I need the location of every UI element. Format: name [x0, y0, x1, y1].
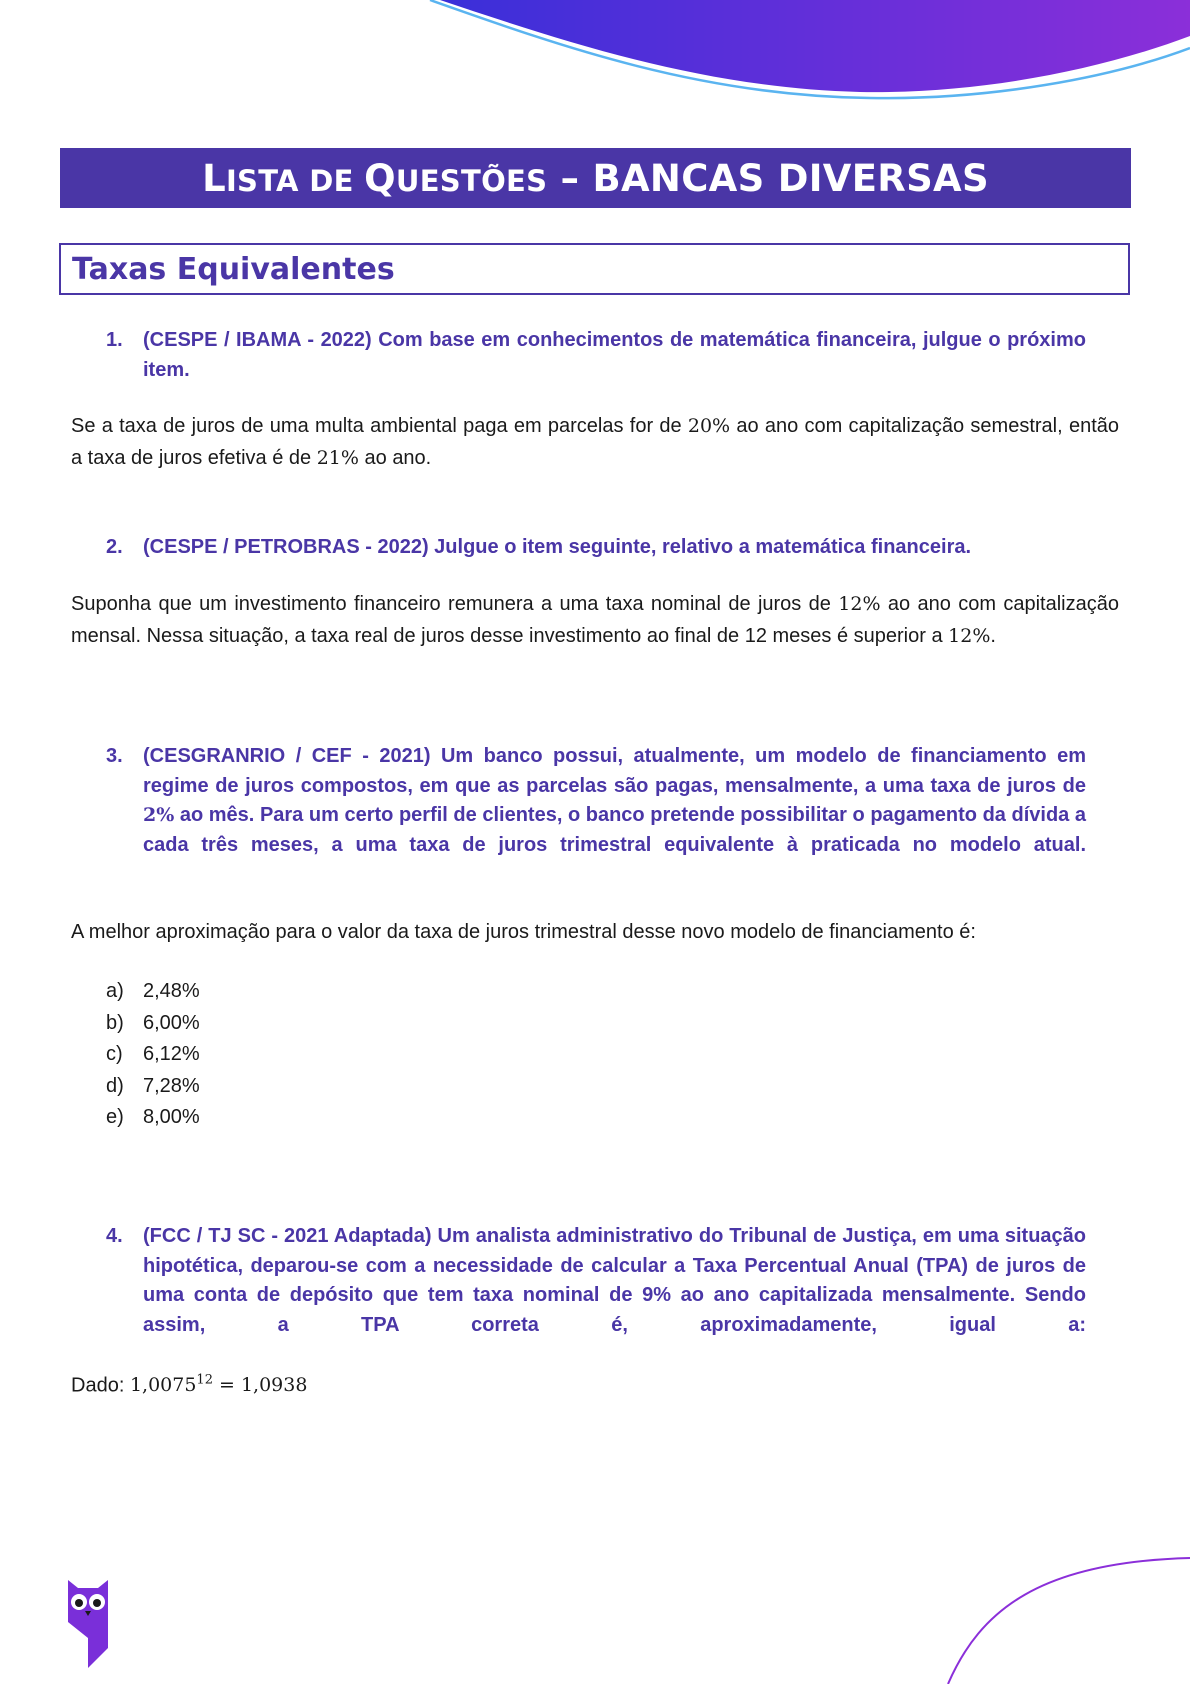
question-number: 1.	[106, 329, 123, 351]
question-4-given: Dado: $1,0075^{12} = 1,0938$	[71, 1373, 308, 1397]
question-text: (CESPE / IBAMA - 2022) Com base em conhecimentos de matemática financeira, julgue o próximo item.	[143, 329, 1086, 381]
question-text: (FCC / TJ SC - 2021 Adaptada) Um analista administrativo do Tribunal de Justiça, em uma situação hipotética, deparou-se com a necessidade de calcular a Taxa Percentual Anual (TPA) de juros de uma conta de depósito que tem taxa nominal de 9% ao ano capitalizada mensalmente. Sendo assim, a TPA correta é, aproximadamente, igual a:	[143, 1225, 1086, 1336]
question-1-body: Se a taxa de juros de uma multa ambiental paga em parcelas for de 20% ao ano com capitalização semestral, então a taxa de juros efetiva é de 21% ao ano.	[71, 415, 1119, 469]
question-text: (CESPE / PETROBRAS - 2022) Julgue o item seguinte, relativo a matemática financeira.	[143, 536, 972, 558]
option-e[interactable]: e) 8,00%	[106, 1106, 200, 1128]
question-2-statement	[106, 533, 1086, 563]
question-number: 4.	[106, 1225, 123, 1247]
page-title: LISTA DE QUESTÕES – BANCAS DIVERSAS	[202, 156, 989, 200]
question-2-body: Suponha que um investimento financeiro remunera a uma taxa nominal de juros de 12% ao ano com capitalização mensal. Nessa situação, a taxa real de juros desse investimento ao final de 12 meses é superior a 12%.	[71, 593, 1119, 647]
footer-curve-decoration	[0, 1520, 1190, 1684]
question-3-statement	[106, 742, 1086, 890]
option-c[interactable]: c) 6,12%	[106, 1043, 200, 1065]
header-wave-decoration	[0, 0, 1190, 110]
question-1-statement	[106, 326, 1086, 415]
option-b[interactable]: b) 6,00%	[106, 1011, 200, 1034]
owl-logo-icon	[62, 1578, 114, 1668]
option-d[interactable]: d) 7,28%	[106, 1074, 200, 1097]
section-title: Taxas Equivalentes	[72, 251, 395, 287]
question-number: 3.	[106, 745, 123, 767]
question-4-statement	[106, 1222, 1086, 1370]
option-a[interactable]: a) 2,48%	[106, 980, 200, 1002]
answer-options	[106, 976, 200, 1134]
question-text: (CESGRANRIO / CEF - 2021) Um banco possui, atualmente, um modelo de financiamento em regime de juros compostos, em que as parcelas são pagas, mensalmente, a uma taxa de juros de 2% ao mês. Para um certo perfil de clientes, o banco pretende possibilitar o pagamento da dívida a cada três meses, a uma taxa de juros trimestral equivalente à praticada no modelo atual.	[143, 745, 1086, 856]
section-heading-box	[59, 243, 1130, 295]
question-3-body: A melhor aproximação para o valor da taxa de juros trimestral desse novo modelo de financiamento é:	[71, 921, 976, 943]
page-title-banner	[60, 148, 1131, 208]
question-number: 2.	[106, 536, 123, 558]
